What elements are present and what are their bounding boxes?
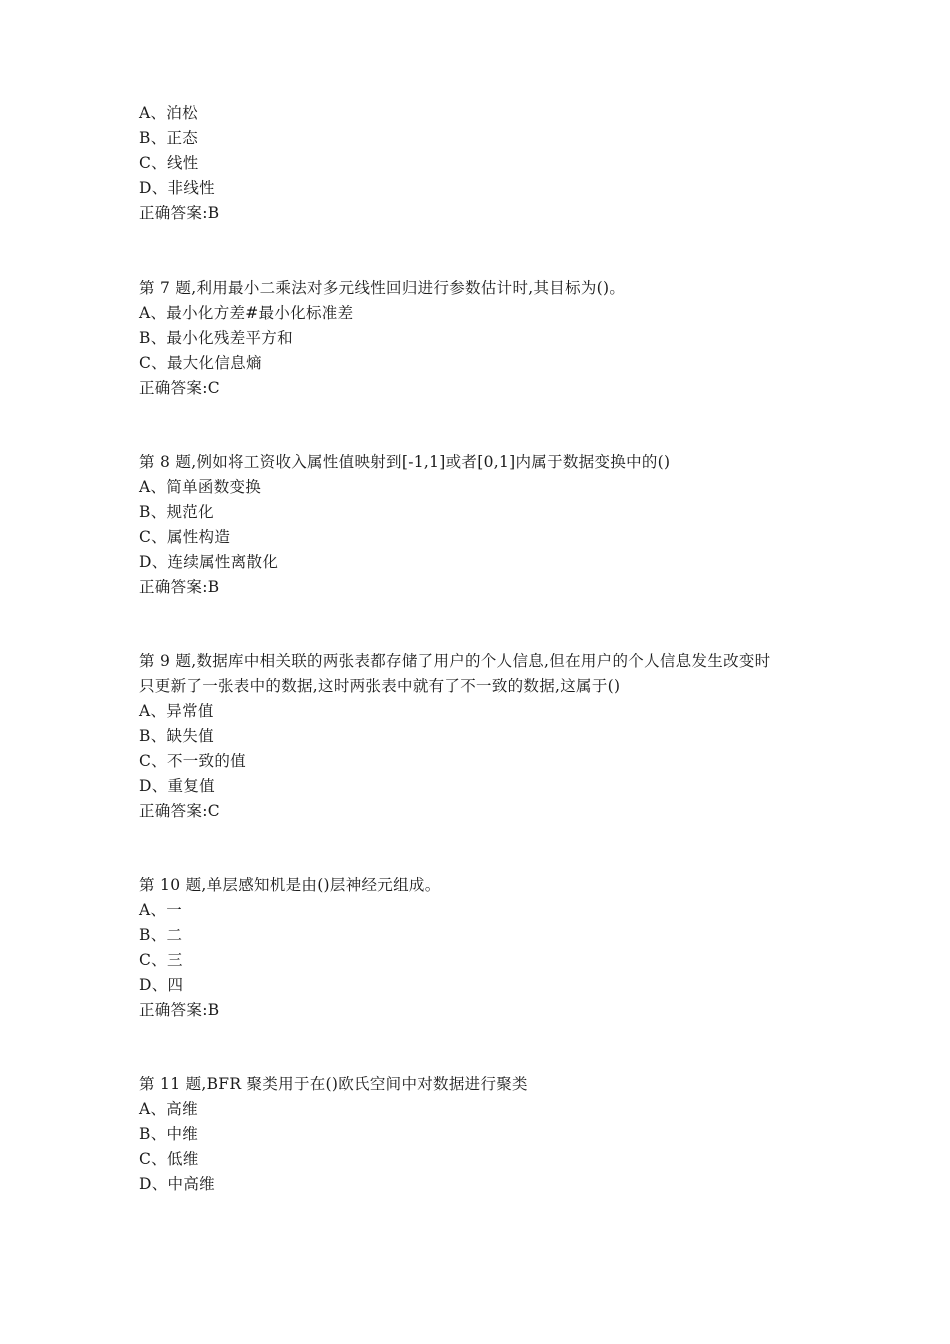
q7-option-c: C、最大化信息熵 bbox=[139, 354, 262, 372]
q10-option-a: A、一 bbox=[139, 901, 183, 919]
q10-answer: 正确答案:B bbox=[139, 1001, 220, 1019]
q9-question-line-2: 只更新了一张表中的数据,这时两张表中就有了不一致的数据,这属于() bbox=[139, 677, 621, 695]
q8-option-a: A、简单函数变换 bbox=[139, 478, 262, 496]
q6-option-d: D、非线性 bbox=[139, 179, 215, 197]
q10-option-d: D、四 bbox=[139, 976, 184, 994]
q9-option-d: D、重复值 bbox=[139, 777, 215, 795]
q9-question-line-1: 第 9 题,数据库中相关联的两张表都存储了用户的个人信息,但在用户的个人信息发生改变时 bbox=[139, 652, 771, 670]
q7-answer: 正确答案:C bbox=[139, 379, 220, 397]
q6-answer: 正确答案:B bbox=[139, 204, 220, 222]
q10-option-b: B、二 bbox=[139, 926, 183, 944]
q11-option-b: B、中维 bbox=[139, 1125, 199, 1143]
q11-option-c: C、低维 bbox=[139, 1150, 199, 1168]
q9-option-a: A、异常值 bbox=[139, 702, 214, 720]
q7-option-a: A、最小化方差#最小化标准差 bbox=[139, 304, 354, 322]
q8-option-c: C、属性构造 bbox=[139, 528, 231, 546]
q6-option-b: B、正态 bbox=[139, 129, 199, 147]
q7-option-b: B、最小化残差平方和 bbox=[139, 329, 293, 347]
q8-question: 第 8 题,例如将工资收入属性值映射到[-1,1]或者[0,1]内属于数据变换中的() bbox=[139, 453, 671, 471]
q7-question: 第 7 题,利用最小二乘法对多元线性回归进行参数估计时,其目标为()。 bbox=[139, 279, 626, 297]
q8-answer: 正确答案:B bbox=[139, 578, 220, 596]
q9-answer: 正确答案:C bbox=[139, 802, 220, 820]
q11-option-a: A、高维 bbox=[139, 1100, 198, 1118]
q9-option-c: C、不一致的值 bbox=[139, 752, 246, 770]
q11-option-d: D、中高维 bbox=[139, 1175, 215, 1193]
q10-option-c: C、三 bbox=[139, 951, 183, 969]
q9-option-b: B、缺失值 bbox=[139, 727, 214, 745]
q10-question: 第 10 题,单层感知机是由()层神经元组成。 bbox=[139, 876, 441, 894]
q8-option-b: B、规范化 bbox=[139, 503, 214, 521]
q6-option-c: C、线性 bbox=[139, 154, 199, 172]
q6-option-a: A、泊松 bbox=[139, 104, 198, 122]
q11-question: 第 11 题,BFR 聚类用于在()欧氏空间中对数据进行聚类 bbox=[139, 1075, 528, 1093]
q8-option-d: D、连续属性离散化 bbox=[139, 553, 279, 571]
